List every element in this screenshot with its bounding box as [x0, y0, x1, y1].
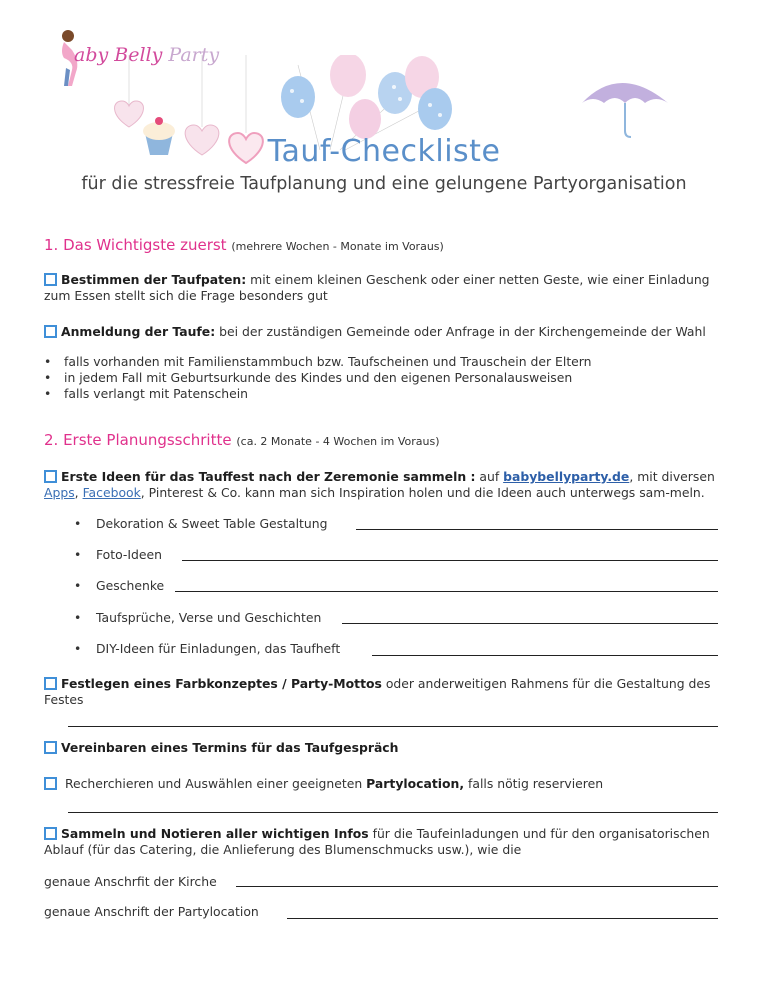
babybellyparty-link[interactable]: babybellyparty.de	[503, 469, 630, 484]
item-location-post: falls nötig reservieren	[464, 776, 604, 791]
item-ideen-pre: auf	[475, 469, 504, 484]
field-party-line[interactable]	[287, 918, 718, 919]
section-1-heading	[44, 236, 444, 254]
checklist-item-termin	[44, 740, 734, 756]
item-ideen-mid2: ,	[74, 485, 83, 500]
idea-line-diy: • DIY-Ideen für Einladungen, das Taufheft	[74, 641, 341, 656]
section-1-title: 1. Das Wichtigste zuerst	[44, 236, 227, 254]
item-ideen-mid1: , mit diversen	[629, 469, 715, 484]
balloons-icon	[281, 55, 452, 139]
item-infos-label: Sammeln und Notieren aller wichtigen Infos	[61, 826, 369, 841]
idea-line-taufsprueche: • Taufsprüche, Verse und Geschichten	[74, 610, 322, 625]
field-kirche-label: genaue Anschrfit der Kirche	[44, 874, 217, 889]
checkbox[interactable]	[44, 677, 57, 690]
section-2-title: 2. Erste Planungsschritte	[44, 431, 232, 449]
item-ideen-post: , Pinterest & Co. kann man sich Inspiration holen und die Ideen auch unterwegs sam-meln.	[140, 485, 705, 500]
item-ideen-label: Erste Ideen für das Tauffest nach der Zeremonie sammeln :	[61, 469, 476, 484]
facebook-link[interactable]: Facebook	[82, 485, 141, 500]
idea-line-dekoration: • Dekoration & Sweet Table Gestaltung	[74, 516, 328, 531]
checklist-item-anmeldung	[44, 324, 734, 340]
item-termin-label: Vereinbaren eines Termins für das Taufgespräch	[61, 740, 399, 755]
idea-line-foto: • Foto-Ideen	[74, 547, 163, 562]
apps-link[interactable]: Apps	[44, 485, 75, 500]
idea-line-label: Geschenke	[96, 578, 165, 593]
item-farb-text: oder anderweitigen Rahmens für die Gestaltung des Festes	[44, 676, 711, 707]
list-item: • falls verlangt mit Patenschein	[44, 386, 249, 401]
section-1-note: (mehrere Wochen - Monate im Voraus)	[231, 240, 444, 253]
item-location-pre: Recherchieren und Auswählen einer geeigneten	[61, 776, 367, 791]
item-anmeldung-label: Anmeldung der Taufe:	[61, 324, 216, 339]
fill-in-line[interactable]	[342, 623, 718, 624]
item-paten-label: Bestimmen der Taufpaten:	[61, 272, 247, 287]
page-subtitle: für die stressfreie Taufplanung und eine gelungene Partyorganisation	[81, 174, 687, 194]
section-2-note: (ca. 2 Monate - 4 Wochen im Voraus)	[236, 435, 440, 448]
bullet-list-1	[44, 354, 592, 402]
list-item-text: falls vorhanden mit Familienstammbuch bzw. Taufscheinen und Trauschein der Eltern	[64, 354, 592, 369]
list-item-text: in jedem Fall mit Geburtsurkunde des Kindes und den eigenen Personalausweisen	[64, 370, 573, 385]
checklist-item-ideen	[44, 469, 734, 501]
checkbox[interactable]	[44, 325, 57, 338]
idea-line-label: DIY-Ideen für Einladungen, das Taufheft	[96, 641, 341, 656]
fill-in-line[interactable]	[175, 591, 718, 592]
checklist-item-farbkonzept	[44, 676, 734, 708]
list-item: • in jedem Fall mit Geburtsurkunde des Kindes und den eigenen Personalausweisen	[44, 370, 573, 385]
checklist-item-location	[44, 776, 734, 792]
checkbox[interactable]	[44, 273, 57, 286]
fill-in-line[interactable]	[68, 726, 718, 727]
list-item: • falls vorhanden mit Familienstammbuch bzw. Taufscheinen und Trauschein der Eltern	[44, 354, 592, 369]
checkbox[interactable]	[44, 827, 57, 840]
logo-part2: Party	[162, 44, 220, 66]
idea-line-label: Taufsprüche, Verse und Geschichten	[96, 610, 322, 625]
field-party-label: genaue Anschrift der Partylocation	[44, 904, 259, 919]
field-kirche-line[interactable]	[236, 886, 718, 887]
checkbox[interactable]	[44, 470, 57, 483]
fill-in-line[interactable]	[182, 560, 718, 561]
item-location-label: Partylocation,	[366, 776, 465, 791]
fill-in-line[interactable]	[372, 655, 718, 656]
umbrella-icon	[582, 83, 668, 137]
checklist-item-paten	[44, 272, 734, 304]
idea-line-label: Foto-Ideen	[96, 547, 163, 562]
item-paten-text: mit einem kleinen Geschenk oder einer netten Geste, wie einer Einladung zum Essen stellt sich die Frage besonders gut	[44, 272, 710, 303]
list-item-text: falls verlangt mit Patenschein	[64, 386, 249, 401]
checkbox[interactable]	[44, 741, 57, 754]
fill-in-line[interactable]	[356, 529, 718, 530]
item-anmeldung-text: bei der zuständigen Gemeinde oder Anfrage in der Kirchengemeinde der Wahl	[215, 324, 706, 339]
checklist-item-infos	[44, 826, 734, 858]
checkbox[interactable]	[44, 777, 57, 790]
heart-icon	[115, 101, 144, 127]
idea-line-label: Dekoration & Sweet Table Gestaltung	[96, 516, 328, 531]
item-infos-text: für die Taufeinladungen und für den organisatorischen Ablauf (für das Catering, die Anlieferung des Blumenschmucks usw.), wie die	[44, 826, 710, 857]
page-title: Tauf-Checkliste	[267, 134, 501, 169]
idea-line-geschenke: • Geschenke	[74, 578, 165, 593]
item-farb-label: Festlegen eines Farbkonzeptes / Party-Mottos	[61, 676, 382, 691]
logo-part1: aby Belly	[74, 44, 163, 66]
section-2-heading	[44, 431, 440, 449]
fill-in-line[interactable]	[68, 812, 718, 813]
